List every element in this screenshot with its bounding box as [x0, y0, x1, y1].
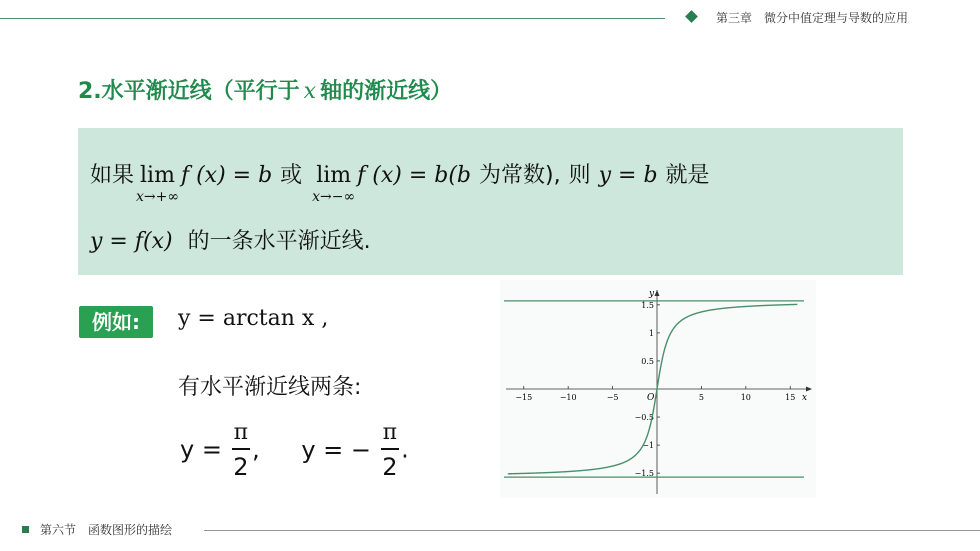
footer-rule	[204, 530, 980, 531]
header-rule	[0, 18, 665, 19]
x-tick-label: −5	[606, 393, 619, 402]
definition-line-1	[90, 158, 710, 205]
lim-sub-2: x→−∞	[312, 189, 356, 205]
example-badge: 例如:	[79, 306, 153, 338]
definition-box	[78, 128, 903, 275]
eq2-end: .	[401, 435, 409, 464]
eq1-num: π	[233, 420, 249, 445]
example-formula: y = arctan x ,	[178, 306, 329, 331]
heading-suffix: 轴的渐近线）	[320, 79, 453, 104]
diamond-icon	[685, 10, 698, 23]
eq2-bar	[381, 448, 399, 450]
x-axis-arrow-icon	[806, 387, 812, 392]
lim-word-2: lim	[316, 163, 352, 188]
def-is: 就是	[665, 163, 710, 188]
square-icon	[22, 526, 29, 533]
def-line2-math: y = f(x)	[90, 229, 173, 254]
lim-word-1: lim	[140, 163, 175, 188]
y-axis-arrow-icon	[655, 290, 660, 296]
x-axis-label: x	[802, 393, 808, 403]
eq1-lhs: y =	[180, 435, 222, 464]
eq1-bar	[232, 448, 250, 450]
limit-minus-inf	[312, 163, 356, 205]
y-tick-label: 1	[648, 328, 654, 338]
eq1-fraction	[232, 420, 250, 481]
section-heading	[78, 74, 452, 105]
y-axis-label: y	[649, 289, 655, 299]
arctan-graph	[500, 280, 816, 498]
y-tick-label: −0.5	[634, 413, 654, 423]
x-tick-label: 5	[698, 393, 704, 402]
lim-sub-1: x→+∞	[135, 189, 179, 205]
y-tick-label: 0.5	[641, 356, 654, 366]
eq2-den: 2	[382, 453, 398, 481]
def-result: y = b	[598, 163, 658, 188]
def-const-note: 为常数),	[479, 163, 561, 188]
y-tick-label: −1.5	[634, 469, 654, 479]
footer-section-title: 第六节 函数图形的描绘	[40, 523, 173, 537]
eq2-lhs: y = −	[301, 435, 372, 464]
def-if: 如果	[90, 163, 135, 188]
x-tick-label: −15	[515, 393, 533, 402]
definition-line-2	[90, 224, 371, 255]
asymptote-equations	[180, 420, 409, 481]
limit-plus-inf	[135, 163, 179, 205]
x-tick-label: 10	[740, 393, 751, 402]
def-or: 或	[280, 163, 303, 188]
def-then: 则	[568, 163, 591, 188]
y-tick-label: 1.5	[641, 300, 654, 310]
def-expr-2: f (x) = b(b	[357, 163, 472, 188]
heading-var: x	[303, 79, 317, 104]
eq1-den: 2	[233, 453, 249, 481]
chapter-title: 第三章 微分中值定理与导数的应用	[716, 11, 909, 25]
origin-label: O	[647, 393, 655, 403]
y-tick-label: −1	[642, 441, 654, 451]
def-line2-text: 的一条水平渐近线.	[187, 229, 371, 254]
x-tick-label: −10	[559, 393, 577, 402]
heading-prefix: 2.水平渐近线（平行于	[78, 79, 300, 104]
eq2-num: π	[382, 420, 398, 445]
eq1-sep: ,	[252, 435, 260, 464]
asymptote-count-text: 有水平渐近线两条:	[178, 375, 362, 400]
x-tick-label: 15	[785, 393, 796, 402]
def-expr-1: f (x) = b	[180, 163, 273, 188]
eq2-fraction	[381, 420, 399, 481]
